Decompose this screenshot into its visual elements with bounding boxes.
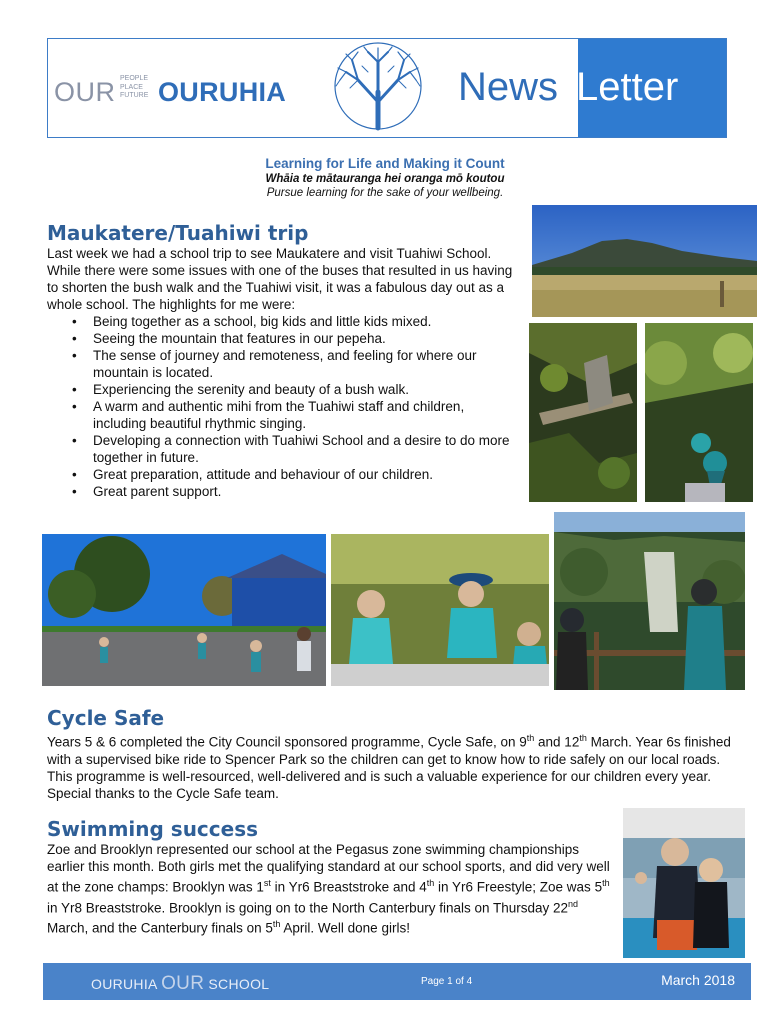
- footer-our: OUR: [161, 973, 205, 994]
- issue-date: March 2018: [661, 972, 735, 988]
- trip-intro: Last week we had a school trip to see Maukatere and visit Tuahiwi School. While there were some issues with one of the buses that resulted in us having to shorten the bush walk and the Tuahiwi visit, it was a fabulous day out as a whole school. The highlights for me were:: [47, 246, 513, 312]
- logo-place: PLACE: [120, 83, 143, 91]
- footer-brand: [91, 973, 269, 995]
- trip-body: [47, 245, 517, 500]
- swim-text-b: in Yr6 Breaststroke and 4: [270, 879, 427, 895]
- swim-sup-d: nd: [568, 898, 579, 909]
- logo-people: PEOPLE: [120, 75, 149, 82]
- swimmers-photo: [623, 808, 745, 958]
- swim-sup-e: th: [272, 919, 281, 929]
- title-news: News: [458, 65, 559, 109]
- page-footer: [43, 963, 751, 1000]
- swim-text-d: in Yr8 Breaststroke. Brooklyn is going on to the North Canterbury finals on Thursday 22: [47, 900, 569, 915]
- footer-word: SCHOOL: [208, 976, 270, 992]
- trip-heading: Maukatere/Tuahiwi trip: [47, 221, 309, 245]
- school-motto: [0, 156, 770, 199]
- cycle-heading: Cycle Safe: [47, 706, 165, 730]
- motto-translation: Pursue learning for the sake of your wellbeing.: [266, 187, 504, 199]
- swim-text-e: March, and the Canterbury finals on 5: [47, 920, 273, 936]
- swim-sup-a: st: [263, 878, 271, 888]
- school-playground-photo: [42, 534, 326, 686]
- list-item: • Seeing the mountain that features in our pepeha.: [47, 330, 517, 347]
- cycle-text-2: and 12: [534, 734, 580, 750]
- swim-sup-b: th: [426, 878, 435, 888]
- swim-text-c: in Yr6 Freestyle; Zoe was 5: [434, 879, 603, 895]
- tree-logo-icon: [328, 42, 428, 135]
- logo-future: FUTURE: [120, 92, 149, 99]
- list-item: • Developing a connection with Tuahiwi School and a desire to do more together in future.: [47, 432, 517, 466]
- list-item: • Great preparation, attitude and behaviour of our children.: [47, 466, 517, 483]
- swim-body: [47, 841, 617, 937]
- logo-our-text: OUR: [54, 77, 116, 107]
- motto-maori: Whāia te mātauranga hei oranga mō koutou: [265, 173, 505, 185]
- bush-photo-2: [645, 323, 753, 502]
- page-number: Page 1 of 4: [421, 976, 473, 987]
- cycle-body: [47, 730, 737, 802]
- mountain-photo: [532, 205, 757, 317]
- logo-tagline: [120, 75, 148, 101]
- list-item: • Great parent support.: [47, 483, 517, 500]
- list-item: • The sense of journey and remoteness, and feeling for where our mountain is located.: [47, 347, 517, 381]
- title-letter: Letter: [576, 65, 679, 109]
- children-sitting-photo: [331, 534, 549, 686]
- footer-school: OURUHIA: [91, 976, 157, 992]
- bush-photo-1: [529, 323, 637, 502]
- valley-lookout-photo: [554, 512, 745, 690]
- swim-heading: Swimming success: [47, 817, 259, 841]
- newsletter-header: [47, 38, 727, 138]
- cycle-text-1: Years 5 & 6 completed the City Council sponsored programme, Cycle Safe, on 9: [47, 734, 527, 750]
- swim-sup-c: th: [602, 878, 610, 888]
- trip-highlights: [47, 313, 517, 500]
- logo-school-name: OURUHIA: [158, 77, 287, 107]
- swim-text-f: April. Well done girls!: [280, 920, 410, 936]
- motto-english: Learning for Life and Making it Count: [265, 156, 505, 171]
- cycle-sup-2: th: [579, 733, 587, 743]
- list-item: • Experiencing the serenity and beauty of a bush walk.: [47, 381, 517, 398]
- cycle-sup-1: th: [526, 733, 535, 743]
- swim-text-a: Zoe and Brooklyn represented our school at the Pegasus zone swimming championships earlier this month. Both girls met the qualifying standard at our school sports, and did very well at the zone champs: Brooklyn was 1: [47, 842, 610, 895]
- list-item: • A warm and authentic mihi from the Tuahiwi staff and children, including beautiful rhythmic singing.: [47, 398, 517, 432]
- cycle-text-3: March. Year 6s finished with a supervised bike ride to Spencer Park so the children can get to know how to ride safely on our local roads. This programme is well-resourced, well-delivered and is such a valuable experience for our children every year. Special thanks to the Cycle Safe team.: [47, 734, 731, 801]
- list-item: • Being together as a school, big kids and little kids mixed.: [47, 313, 517, 330]
